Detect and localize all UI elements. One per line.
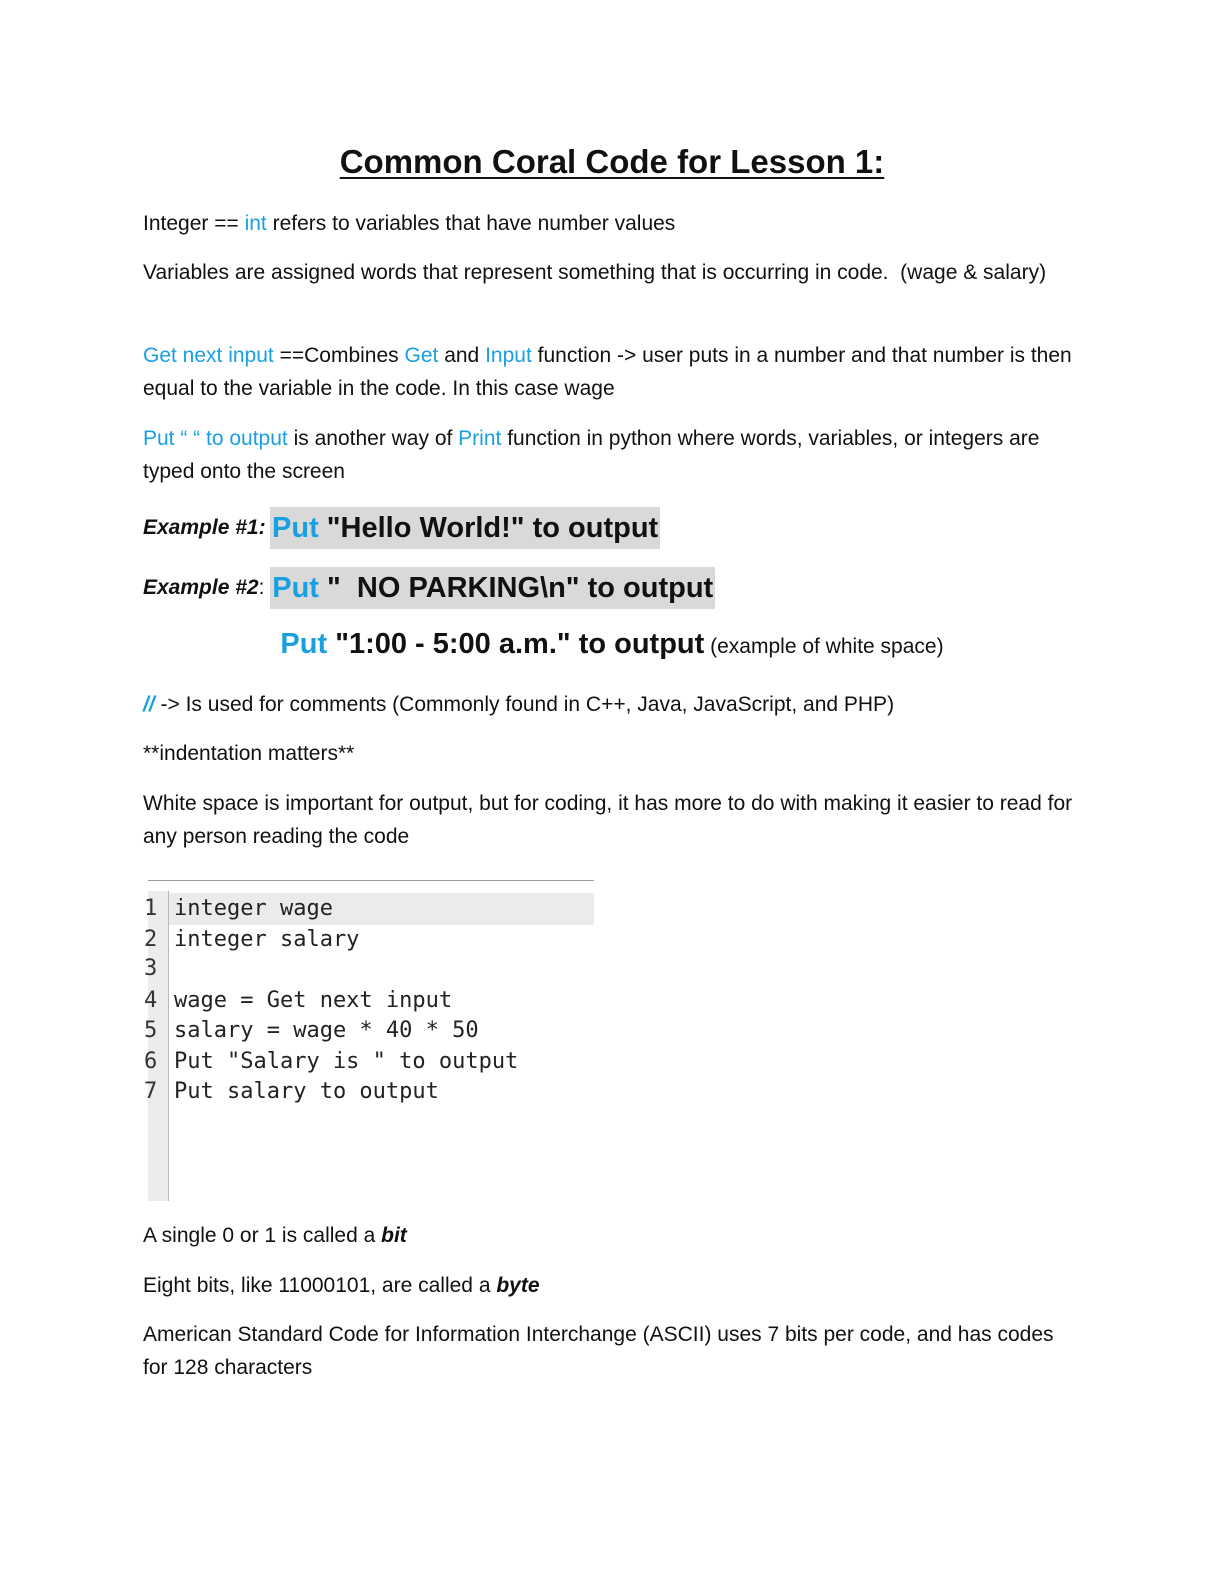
term-byte: byte — [496, 1274, 540, 1297]
paragraph-text: -> Is used for comments (Commonly found in C++, Java, JavaScript, and PHP) — [154, 693, 895, 716]
paragraph-text: Eight bits, like 11000101, are called a — [143, 1274, 497, 1297]
example-label: Example #1: — [143, 516, 266, 539]
paragraph-text: and — [438, 344, 486, 367]
example-code-text: "Hello World!" to output — [318, 512, 659, 544]
comments-paragraph — [143, 688, 1073, 721]
example-3 — [0, 628, 1224, 672]
ascii-paragraph: American Standard Code for Information Interchange (ASCII) uses 7 bits per code, and has codes for 128 characters — [143, 1323, 1060, 1379]
code-line — [144, 1077, 594, 1107]
example-1 — [143, 506, 660, 550]
code-line — [144, 925, 594, 955]
integer-paragraph — [143, 207, 1073, 240]
code-text: integer wage — [174, 896, 333, 921]
page-title: Common Coral Code for Lesson 1: — [339, 143, 885, 180]
keyword-put: Put — [272, 512, 319, 544]
line-number: 2 — [144, 927, 158, 952]
keyword-get: Get — [404, 344, 439, 367]
example-note: (example of white space) — [704, 635, 944, 658]
keyword-put: Put — [272, 572, 319, 604]
indentation-paragraph: **indentation matters** — [143, 742, 355, 765]
keyword-print: Print — [458, 427, 502, 450]
line-number: 1 — [144, 896, 158, 921]
paragraph-text: function -> user puts in a number and that number is then equal to the variable in the code. In this case wage — [143, 344, 1078, 400]
paragraph-text: is another way of — [287, 427, 459, 450]
example-code-text: "1:00 - 5:00 a.m." to output — [327, 628, 705, 660]
keyword-get-next-input: Get next input — [143, 344, 274, 367]
line-number: 3 — [144, 956, 158, 981]
code-text: Put "Salary is " to output — [174, 1049, 519, 1074]
code-line — [144, 1016, 594, 1046]
code-editor-screenshot — [144, 880, 594, 1201]
code-line — [144, 986, 594, 1016]
code-line — [144, 954, 594, 984]
line-number: 6 — [144, 1049, 158, 1074]
code-text: Put salary to output — [174, 1079, 439, 1104]
get-next-input-paragraph — [143, 339, 1078, 405]
keyword-put: Put — [280, 628, 328, 660]
example-colon: : — [258, 576, 271, 599]
byte-paragraph — [143, 1269, 1073, 1302]
line-number: 5 — [144, 1018, 158, 1043]
paragraph-text: A single 0 or 1 is called a — [143, 1224, 382, 1247]
example-code-text: " NO PARKING\n" to output — [318, 572, 714, 604]
paragraph-text: Integer == — [143, 212, 245, 235]
code-text: wage = Get next input — [174, 988, 453, 1013]
whitespace-paragraph: White space is important for output, but for coding, it has more to do with making it easier to read for any person reading the code — [143, 792, 1078, 848]
paragraph-text: function in python where words, variables, or integers are typed onto the screen — [143, 427, 1046, 483]
keyword-put-output: Put “ “ to output — [143, 427, 288, 450]
bit-paragraph — [143, 1219, 1073, 1252]
line-number: 7 — [144, 1079, 158, 1104]
term-bit: bit — [381, 1224, 407, 1247]
example-code — [270, 507, 660, 549]
example-code — [270, 567, 715, 609]
example-2 — [143, 566, 715, 610]
paragraph-text: refers to variables that have number values — [266, 212, 676, 235]
example-label: Example #2 — [143, 576, 259, 599]
code-line — [144, 894, 594, 924]
keyword-int: int — [244, 212, 267, 235]
code-line — [144, 1047, 594, 1077]
keyword-input: Input — [485, 344, 532, 367]
variables-paragraph: Variables are assigned words that represent something that is occurring in code. (wage & salary) — [143, 261, 1047, 284]
line-number: 4 — [144, 988, 158, 1013]
code-text: integer salary — [174, 927, 360, 952]
put-output-paragraph — [143, 422, 1073, 488]
paragraph-text: ==Combines — [273, 344, 405, 367]
code-text: salary = wage * 40 * 50 — [174, 1018, 479, 1043]
keyword-comment: // — [143, 693, 155, 716]
